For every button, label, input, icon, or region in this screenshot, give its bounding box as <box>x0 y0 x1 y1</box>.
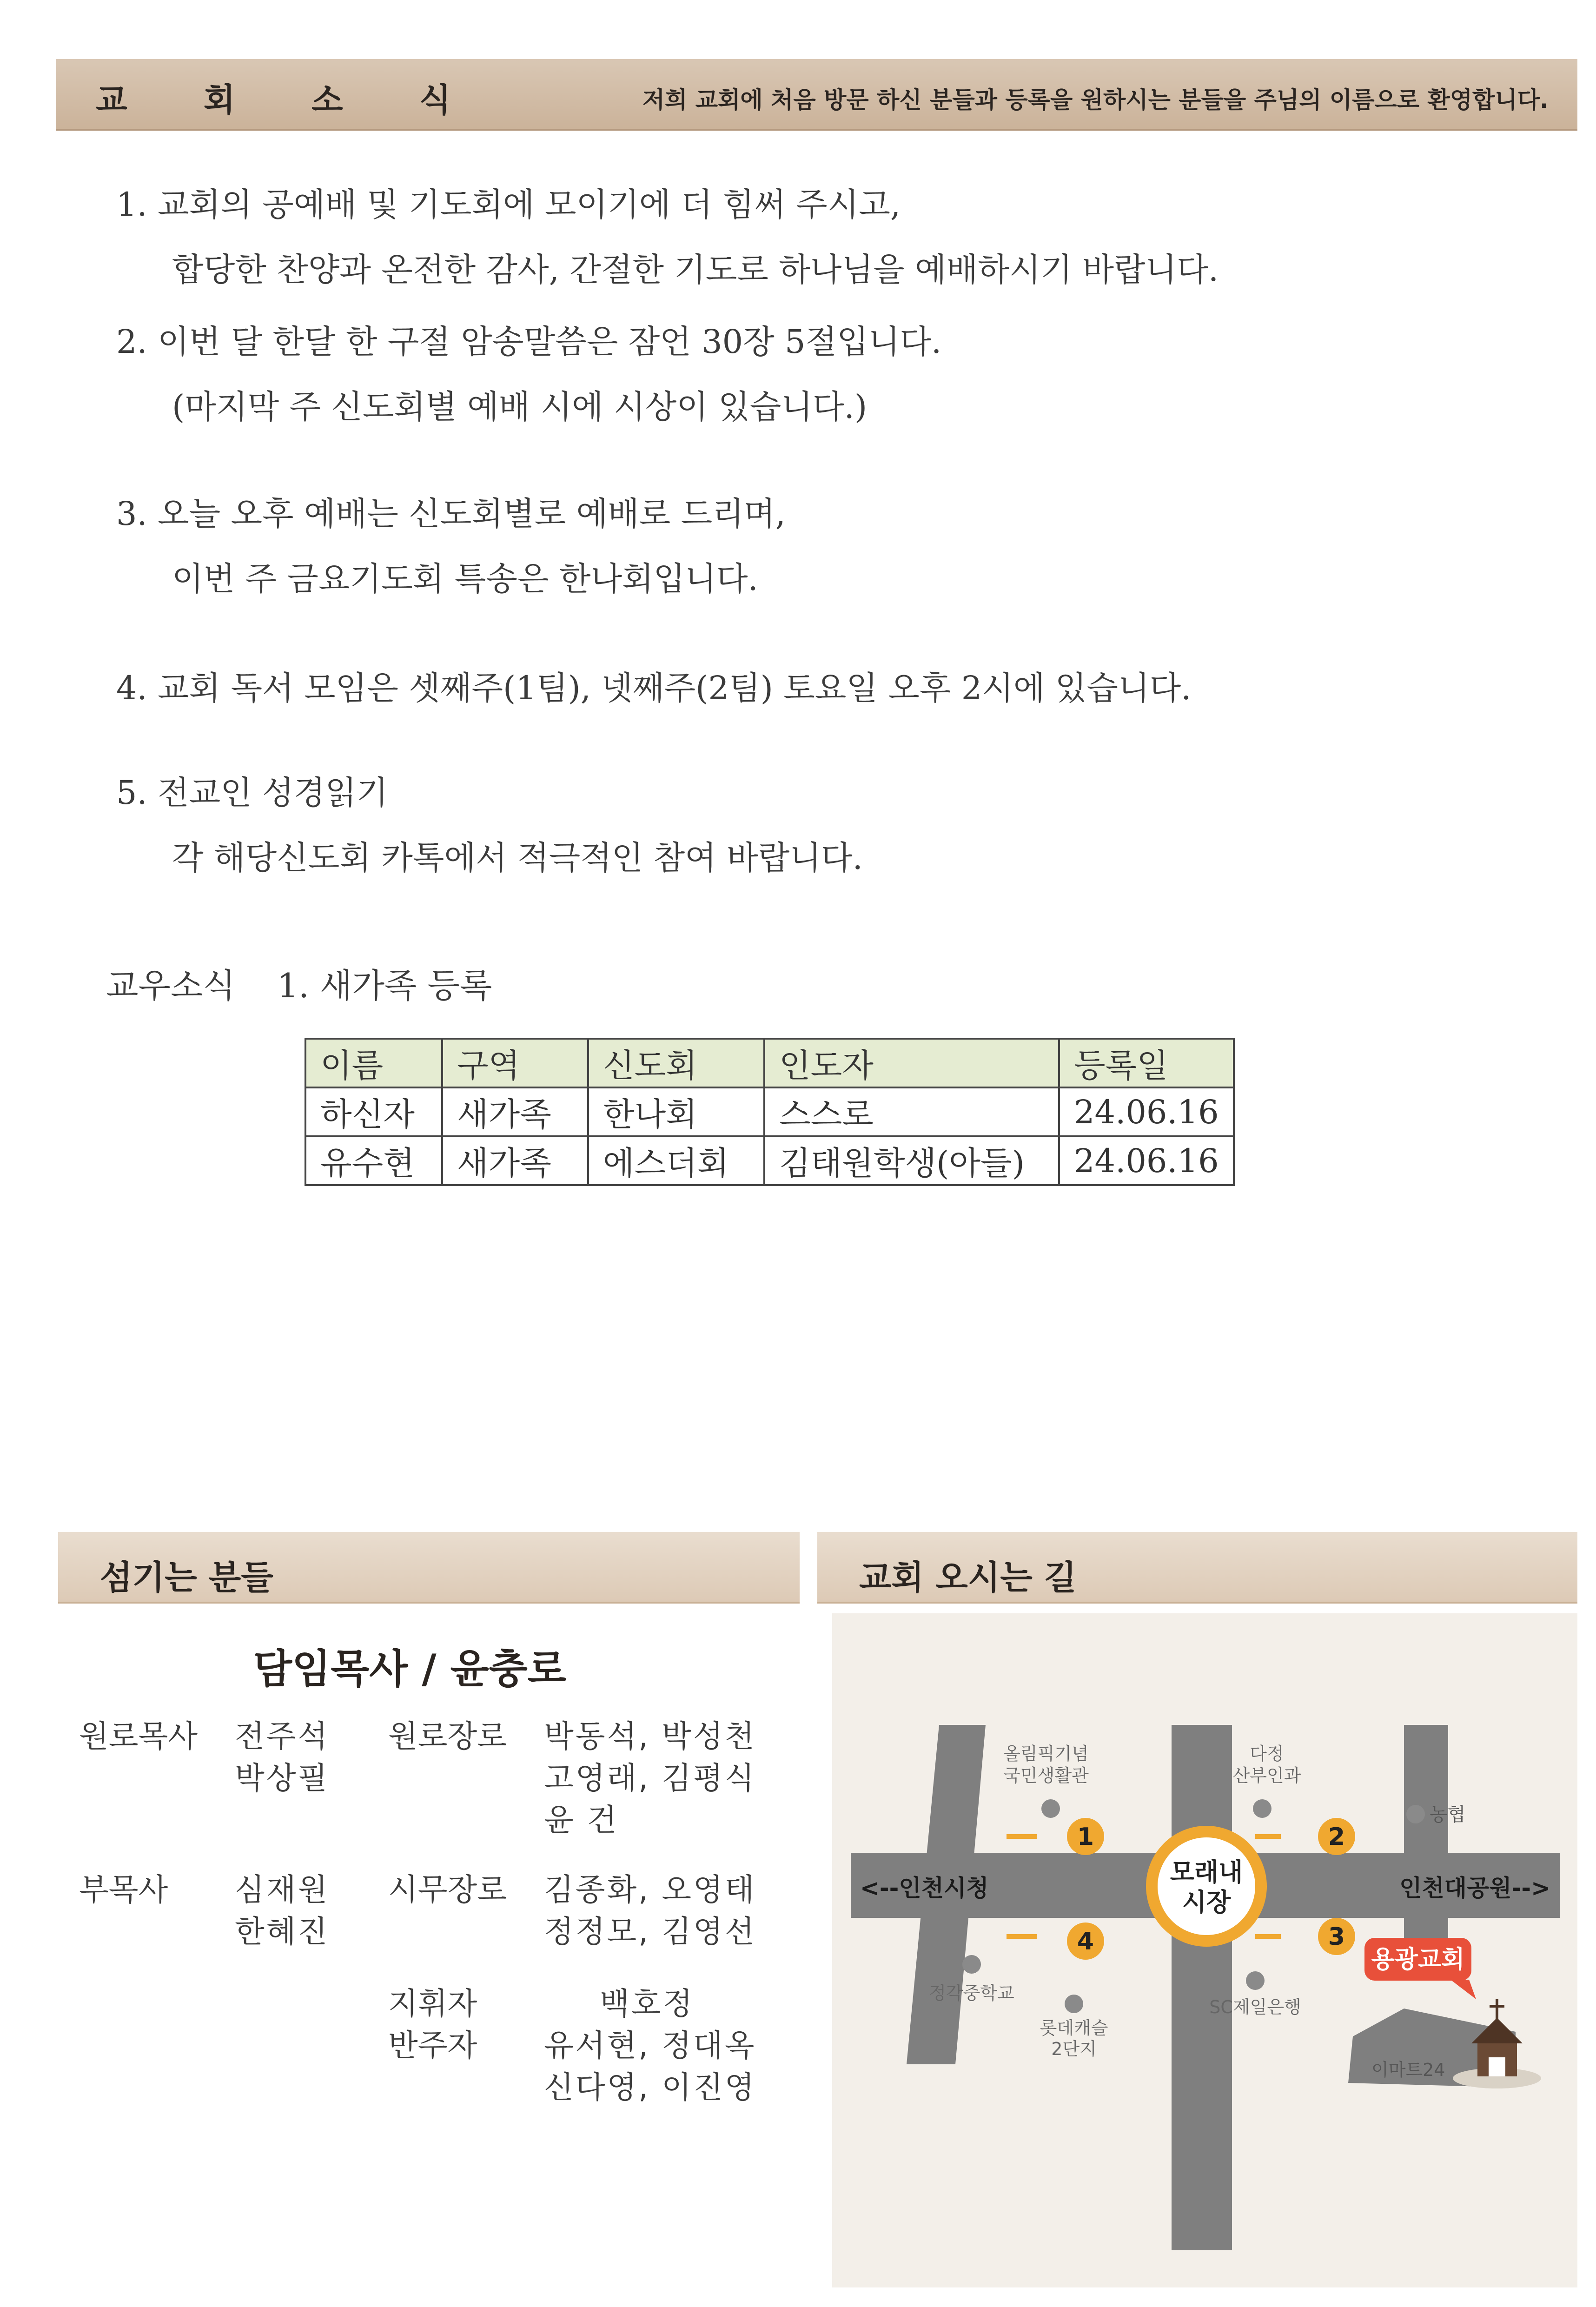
emeritus-elder-names: 고영래, 김평식 <box>544 1760 756 1796</box>
place-label: 올림픽기념 <box>1003 1744 1089 1764</box>
emeritus-elder-names: 박동석, 박성천 <box>544 1718 756 1754</box>
welcome-message: 저희 교회에 처음 방문 하신 분들과 등록을 원하시는 분들을 주님의 이름으로 환영합니다. <box>642 86 1549 113</box>
directions-title: 교회 오시는 길 <box>859 1558 1077 1597</box>
assoc-pastor-name: 한혜진 <box>235 1914 330 1949</box>
emeritus-elder-label: 원로장로 <box>388 1718 507 1754</box>
place-marker-icon <box>1041 1799 1060 1818</box>
exit-label: 2 <box>1328 1823 1345 1851</box>
table-cell: 24.06.16 <box>1059 1087 1234 1136</box>
road-center <box>1172 1725 1232 2250</box>
emeritus-pastor-label: 원로목사 <box>79 1718 198 1754</box>
senior-pastor: 담임목사 / 윤충로 <box>253 1646 566 1692</box>
notice-item: 2. 이번 달 한달 한 구절 암송말씀은 잠언 30장 5절입니다. (마지막 주 신도회별 예배 시에 시상이 있습니다.) <box>116 323 942 426</box>
place-label: 롯데캐슬 <box>1040 2018 1108 2038</box>
assoc-pastor-name: 심재원 <box>235 1872 330 1908</box>
church-name-label: 용광교회 <box>1371 1946 1465 1974</box>
table-cell: 스스로 <box>764 1087 1059 1136</box>
active-elder-label: 시무장로 <box>388 1872 507 1908</box>
active-elder-names: 김종화, 오영태 <box>544 1872 756 1908</box>
directions-header <box>817 1532 1577 1604</box>
table-row <box>305 1087 1234 1136</box>
notice-item: 4. 교회 독서 모임은 셋째주(1팀), 넷째주(2팀) 토요일 오후 2시에 있습니다. <box>116 669 1192 707</box>
table-cell: 하신자 <box>305 1087 442 1136</box>
new-family-table <box>305 1038 1235 1186</box>
accompanist-label: 반주자 <box>388 2028 477 2063</box>
place-label: 다정 <box>1250 1744 1284 1764</box>
servers-title: 섬기는 분들 <box>100 1558 273 1597</box>
exit-label: 1 <box>1077 1823 1094 1851</box>
church-news-title: 교 회 소 식 <box>96 81 483 119</box>
column-header: 구역 <box>442 1039 588 1087</box>
exit-label: 4 <box>1077 1928 1094 1956</box>
notice-item: 3. 오늘 오후 예배는 신도회별로 예배로 드리며, 이번 주 금요기도회 특송은 한나회입니다. <box>116 495 786 598</box>
member-news-item: 1. 새가족 등록 <box>277 966 492 1005</box>
accompanist-names: 신다영, 이진영 <box>544 2069 756 2105</box>
directions-map <box>832 1613 1577 2287</box>
place-label: 2단지 <box>1051 2039 1097 2059</box>
place-label: 국민생활관 <box>1003 1765 1089 1786</box>
column-header: 이름 <box>305 1039 442 1087</box>
church-news-banner <box>56 59 1577 131</box>
place-label: 정각중학교 <box>929 1983 1014 2003</box>
table-cell: 김태원학생(아들) <box>764 1136 1059 1185</box>
emeritus-elder-names: 윤 건 <box>544 1802 619 1838</box>
table-row <box>305 1136 1234 1185</box>
west-direction-label: <--인천시청 <box>860 1875 989 1902</box>
place-marker-icon <box>1065 1995 1083 2013</box>
column-header: 인도자 <box>764 1039 1059 1087</box>
servers-header <box>58 1532 800 1604</box>
table-cell: 새가족 <box>442 1136 588 1185</box>
place-marker-icon <box>1246 1971 1265 1990</box>
column-header: 신도회 <box>588 1039 764 1087</box>
center-label: 모래내 <box>1170 1857 1243 1887</box>
center-label: 시장 <box>1182 1888 1231 1917</box>
emeritus-pastor-name: 전주석 <box>235 1718 330 1754</box>
east-direction-label: 인천대공원--> <box>1399 1875 1550 1902</box>
servers-list <box>56 1637 800 2171</box>
notice-item: 5. 전교인 성경읽기 각 해당신도회 카톡에서 적극적인 참여 바랍니다. <box>116 774 863 877</box>
table-cell: 유수현 <box>305 1136 442 1185</box>
table-cell: 에스더회 <box>588 1136 764 1185</box>
place-marker-icon <box>1253 1799 1272 1818</box>
emeritus-pastor-name: 박상필 <box>235 1760 330 1796</box>
assoc-pastor-label: 부목사 <box>79 1872 168 1908</box>
place-label: SC제일은행 <box>1209 1997 1301 2017</box>
member-news-label: 교우소식 <box>106 966 236 1005</box>
place-label: 이마트24 <box>1371 2060 1445 2080</box>
place-marker-icon <box>962 1955 981 1974</box>
table-cell: 새가족 <box>442 1087 588 1136</box>
place-label: 농협 <box>1430 1804 1466 1825</box>
table-cell: 한나회 <box>588 1087 764 1136</box>
table-header-row <box>305 1039 1234 1087</box>
exit-label: 3 <box>1328 1923 1345 1951</box>
conductor-name: 백호정 <box>600 1986 695 2022</box>
place-marker-icon <box>1406 1805 1425 1823</box>
table-cell: 24.06.16 <box>1059 1136 1234 1185</box>
accompanist-names: 유서현, 정대옥 <box>544 2028 756 2063</box>
map-svg <box>832 1613 1577 2287</box>
notice-item: 1. 교회의 공예배 및 기도회에 모이기에 더 힘써 주시고, 합당한 찬양과 온전한 감사, 간절한 기도로 하나님을 예배하시기 바랍니다. <box>116 186 1219 289</box>
column-header: 등록일 <box>1059 1039 1234 1087</box>
member-news-heading <box>106 959 492 1007</box>
conductor-label: 지휘자 <box>388 1986 477 2022</box>
place-label: 산부인과 <box>1232 1765 1301 1786</box>
active-elder-names: 정정모, 김영선 <box>544 1914 756 1949</box>
